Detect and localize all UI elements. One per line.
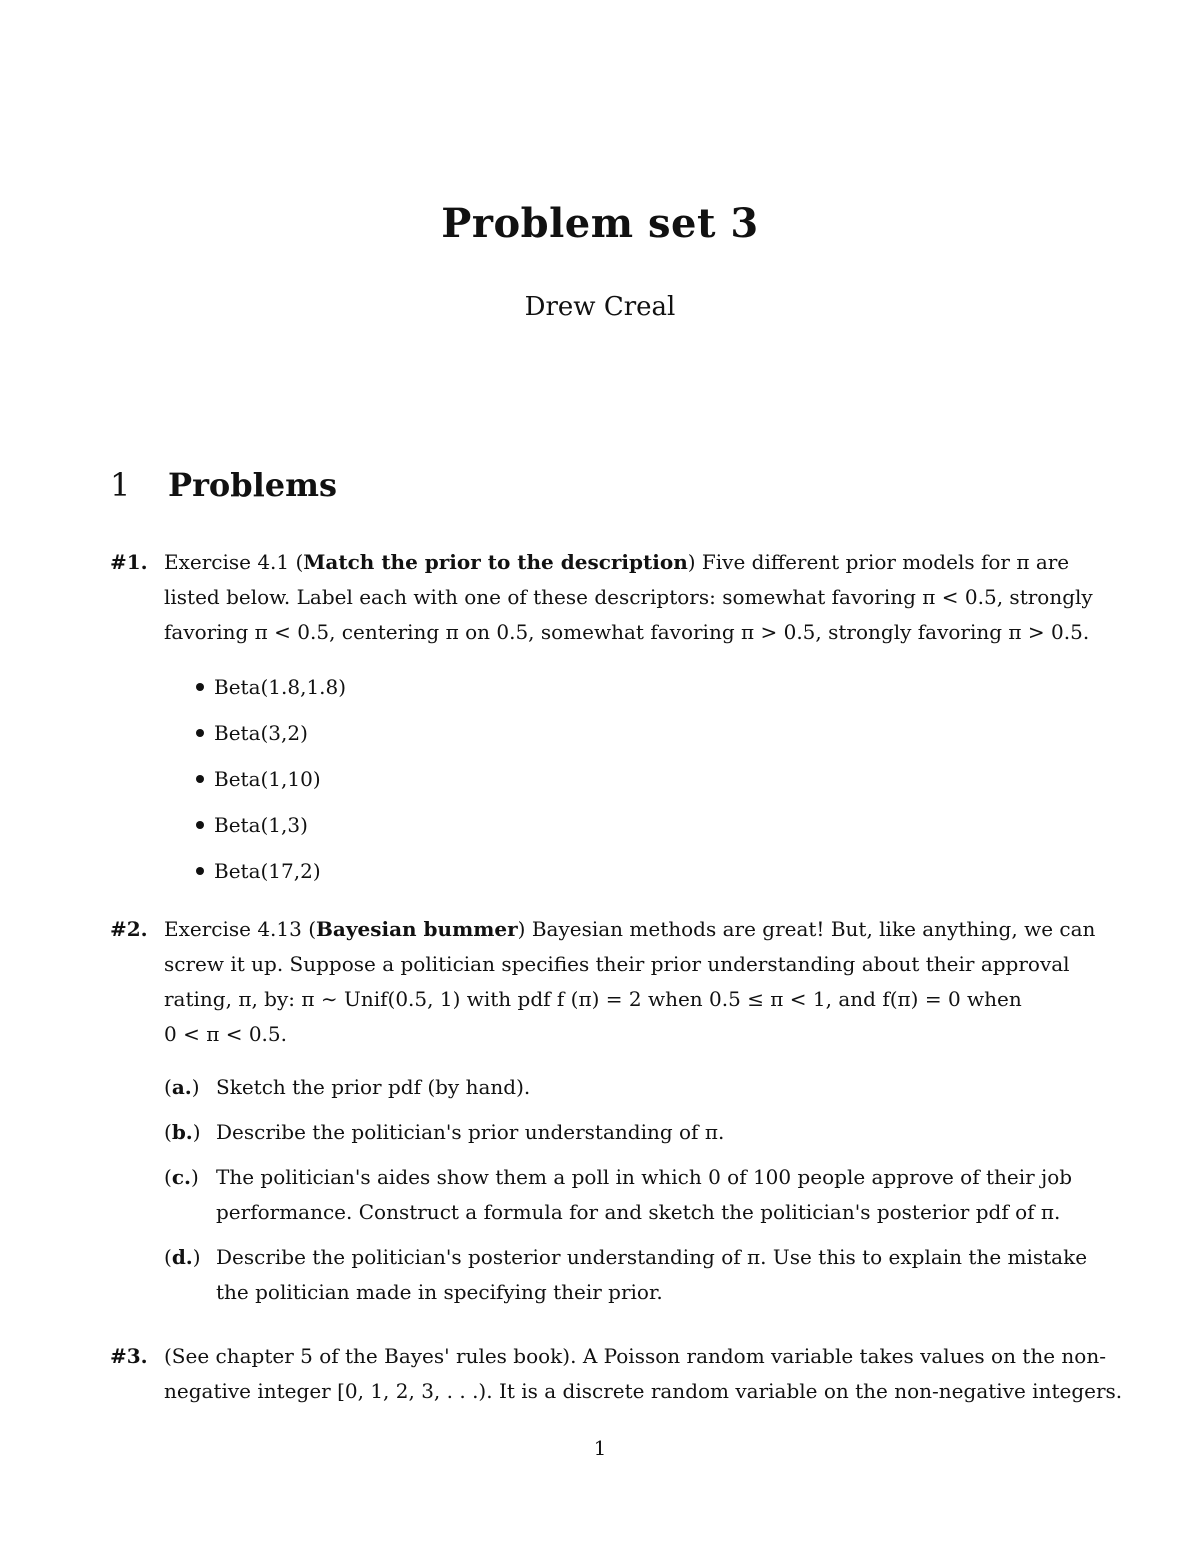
prior-list <box>168 664 1092 894</box>
problem-3-body <box>110 1339 1123 1409</box>
problem-1-exercise: Exercise 4.1 ( <box>164 550 304 574</box>
part-text: performance. Construct a formula for and sketch the politician's posterior pdf of π. <box>216 1200 1061 1224</box>
problem-2-body <box>110 912 1096 1310</box>
list-item-text: Beta(1,10) <box>214 767 321 791</box>
page-number: 1 <box>593 1436 607 1460</box>
list-item-text: Beta(17,2) <box>214 859 321 883</box>
problem-1-line-3: favoring π < 0.5, centering π on 0.5, somewhat favoring π > 0.5, strongly favoring π > 0.5. <box>164 620 1090 644</box>
problem-2-line-1 <box>164 912 1096 947</box>
problem-2-parts <box>164 1070 1092 1310</box>
problem-3-line-1: (See chapter 5 of the Bayes' rules book). A Poisson random variable takes values on the non- <box>164 1344 1106 1368</box>
section-title: Problems <box>168 466 338 504</box>
problem-3 <box>110 1339 1123 1409</box>
section-heading <box>110 466 337 504</box>
list-item <box>168 710 1092 756</box>
part-text: Describe the politician's posterior understanding of π. Use this to explain the mistake <box>216 1245 1088 1269</box>
section-number: 1 <box>110 466 131 504</box>
problem-1-title: Match the prior to the description <box>303 550 688 574</box>
problem-1-label: #1. <box>110 550 148 574</box>
problem-2-line-2: screw it up. Suppose a politician specifies their prior understanding about their approval <box>164 952 1070 976</box>
part-label-text: c. <box>171 1165 191 1189</box>
problem-1-line-1 <box>164 545 1092 580</box>
list-item <box>164 1115 1092 1150</box>
part-text: Sketch the prior pdf (by hand). <box>216 1075 531 1099</box>
problem-2-title: Bayesian bummer <box>316 917 518 941</box>
list-item <box>168 664 1092 710</box>
problem-2-line-3: rating, π, by: π ∼ Unif(0.5, 1) with pdf f (π) = 2 when 0.5 ≤ π < 1, and f(π) = 0 when <box>164 987 1022 1011</box>
list-item <box>168 756 1092 802</box>
bullet-icon <box>196 683 204 691</box>
problem-2-line-4: 0 < π < 0.5. <box>164 1022 287 1046</box>
part-label: (a.) <box>164 1075 200 1099</box>
list-item <box>168 802 1092 848</box>
bullet-icon <box>196 821 204 829</box>
problem-2-line-1-rest: ) Bayesian methods are great! But, like anything, we can <box>517 917 1096 941</box>
list-item <box>164 1240 1092 1310</box>
list-item-text: Beta(3,2) <box>214 721 308 745</box>
list-item <box>164 1070 1092 1105</box>
part-label-text: d. <box>171 1245 193 1269</box>
list-item <box>164 1160 1092 1230</box>
problem-1-body <box>110 545 1092 894</box>
part-label-text: a. <box>171 1075 192 1099</box>
part-text: Describe the politician's prior understanding of π. <box>216 1120 725 1144</box>
problem-2-exercise: Exercise 4.13 ( <box>164 917 317 941</box>
list-item-text: Beta(1,3) <box>214 813 308 837</box>
bullet-icon <box>196 775 204 783</box>
part-text: the politician made in specifying their prior. <box>216 1280 663 1304</box>
problem-3-label: #3. <box>110 1344 148 1368</box>
list-item-text: Beta(1.8,1.8) <box>214 675 347 699</box>
part-text: The politician's aides show them a poll in which 0 of 100 people approve of their job <box>216 1165 1073 1189</box>
bullet-icon <box>196 729 204 737</box>
part-label: (d.) <box>164 1245 201 1269</box>
part-label: (c.) <box>164 1165 199 1189</box>
bullet-icon <box>196 867 204 875</box>
list-item <box>168 848 1092 894</box>
problem-2 <box>110 912 1096 1320</box>
problem-1 <box>110 545 1092 894</box>
problem-1-line-2: listed below. Label each with one of these descriptors: somewhat favoring π < 0.5, strongly <box>164 585 1093 609</box>
document-title: Problem set 3 <box>441 200 759 247</box>
problem-2-label: #2. <box>110 917 148 941</box>
document-author: Drew Creal <box>524 292 676 322</box>
part-label-text: b. <box>171 1120 193 1144</box>
part-label: (b.) <box>164 1120 201 1144</box>
problem-3-line-2: negative integer [0, 1, 2, 3, . . .). It is a discrete random variable on the non-negative integers. <box>164 1379 1123 1403</box>
problem-1-line-1-rest: ) Five different prior models for π are <box>687 550 1070 574</box>
